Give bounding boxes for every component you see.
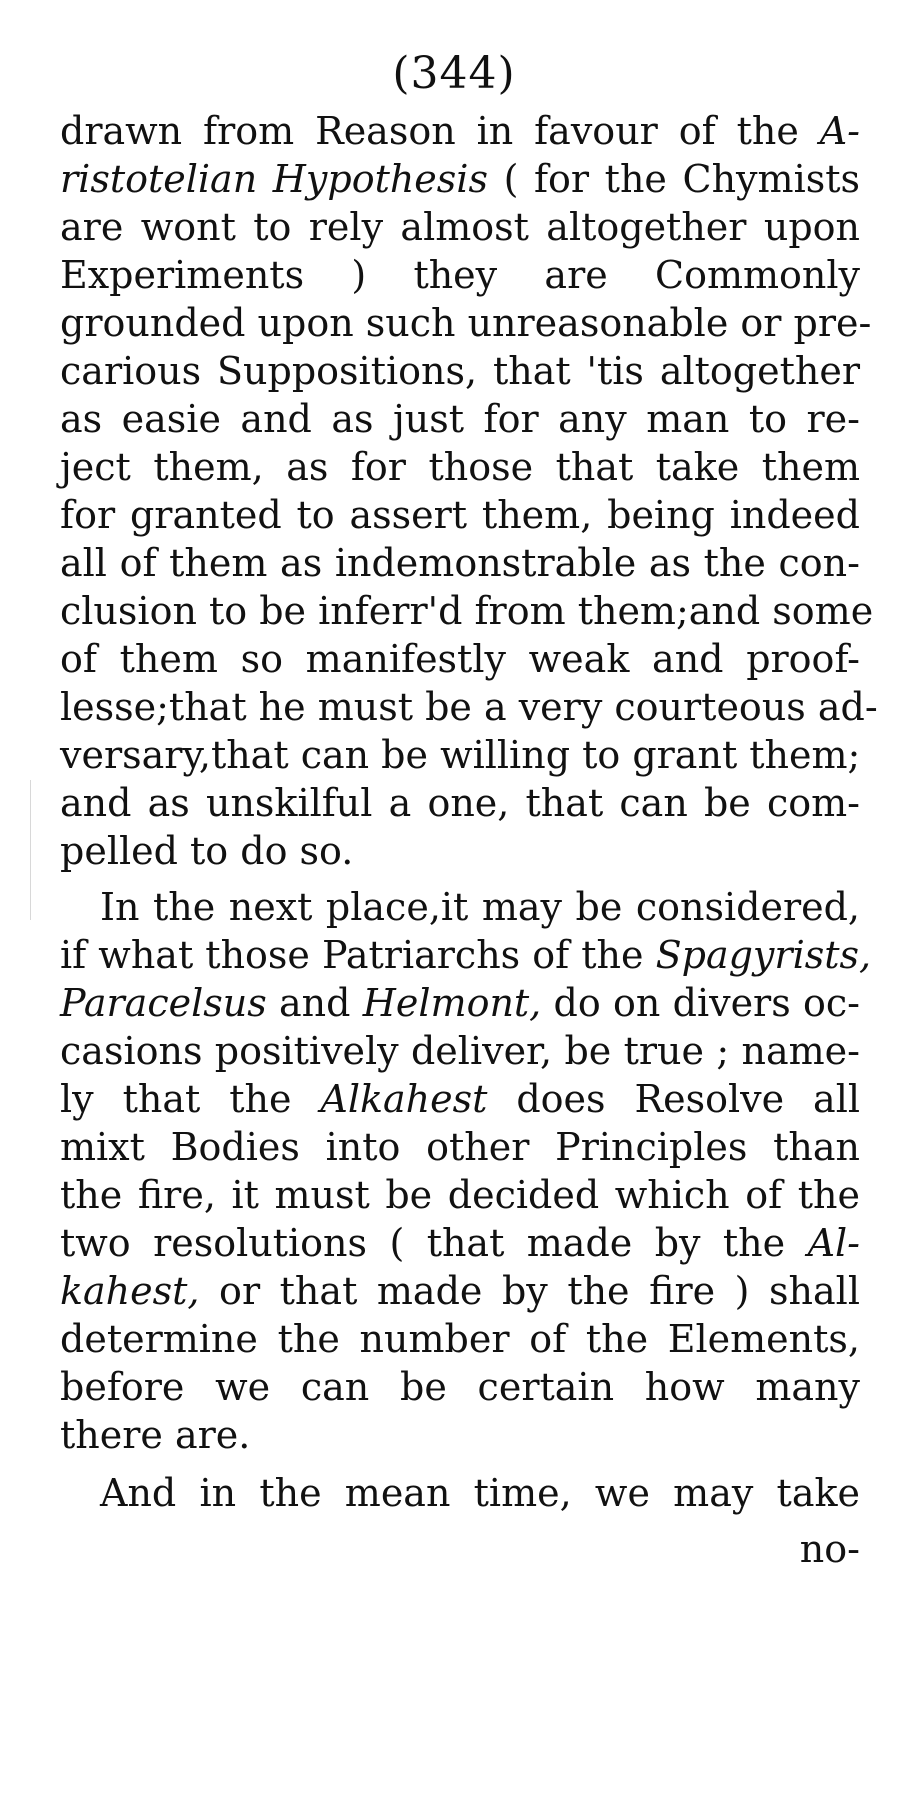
text-line: grounded upon such unreasonable or pre- — [60, 301, 872, 345]
text-line: carious Suppositions, that 'tis altogether — [60, 349, 860, 393]
text-line: kahest, or that made by the fire ) shall — [60, 1269, 860, 1313]
text-line: if what those Patriarchs of the Spagyrists, — [60, 933, 872, 977]
text-line: before we can be certain how many — [60, 1365, 860, 1409]
text-line: pelled to do so. — [60, 829, 354, 873]
text-line: two resolutions ( that made by the Al- — [60, 1221, 860, 1265]
text-line: all of them as indemonstrable as the con- — [60, 541, 860, 585]
text-line: Paracelsus and Helmont, do on divers oc- — [60, 981, 860, 1025]
text-line: drawn from Reason in favour of the A- — [60, 109, 860, 153]
text-line: and as unskilful a one, that can be com- — [60, 781, 860, 825]
text-line: there are. — [60, 1413, 251, 1457]
text-line: for granted to assert them, being indeed — [60, 493, 860, 537]
text-line: In the next place,it may be considered, — [100, 885, 860, 929]
page-number: (344) — [392, 48, 516, 99]
margin-bleed-mark — [30, 780, 31, 920]
text-line: determine the number of the Elements, — [60, 1317, 860, 1361]
text-line: Experiments ) they are Commonly — [60, 253, 860, 297]
text-line: ristotelian Hypothesis ( for the Chymists — [60, 157, 860, 201]
text-line: ject them, as for those that take them — [60, 445, 860, 489]
text-line: are wont to rely almost altogether upon — [60, 205, 860, 249]
text-line: of them so manifestly weak and proof- — [60, 637, 860, 681]
text-line: casions positively deliver, be true ; name- — [60, 1029, 860, 1073]
text-line: lesse;that he must be a very courteous ad- — [60, 685, 878, 729]
text-line: clusion to be inferr'd from them;and some — [60, 589, 874, 633]
text-line: as easie and as just for any man to re- — [60, 397, 860, 441]
text-line: versary,that can be willing to grant them; — [60, 733, 861, 777]
text-line: And in the mean time, we may take — [100, 1471, 860, 1515]
text-line: the fire, it must be decided which of the — [60, 1173, 860, 1217]
text-line: ly that the Alkahest does Resolve all — [60, 1077, 861, 1121]
text-line: mixt Bodies into other Principles than — [60, 1125, 860, 1169]
catchword: no- — [799, 1527, 860, 1571]
